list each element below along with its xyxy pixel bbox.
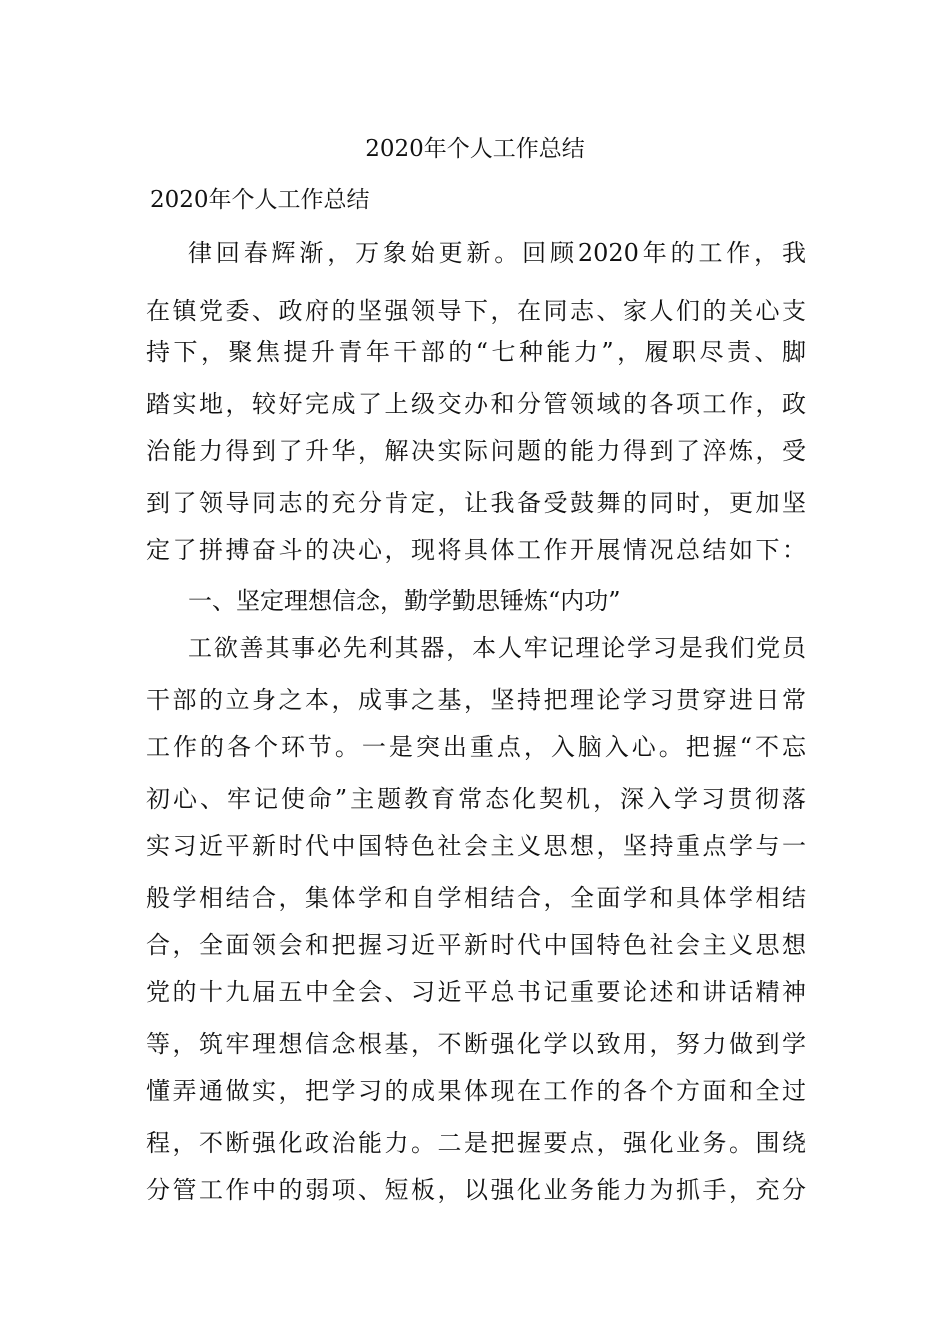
paragraph-line: 在镇党委、政府的坚强领导下，在同志、家人们的关心支 — [146, 297, 806, 325]
document-subtitle: 2020年个人工作总结 — [150, 187, 370, 213]
paragraph-line: 般学相结合，集体学和自学相结合，全面学和具体学相结 — [146, 884, 806, 912]
section-heading: 一、坚定理想信念，勤学勤思锤炼“内功” — [188, 587, 621, 615]
paragraph-line: 治能力得到了升华，解决实际问题的能力得到了淬炼，受 — [146, 437, 806, 465]
paragraph-line: 到了领导同志的充分肯定，让我备受鼓舞的同时，更加坚 — [146, 489, 806, 517]
paragraph-line: 合，全面领会和把握习近平新时代中国特色社会主义思想 — [146, 931, 806, 959]
paragraph-line: 律回春辉渐，万象始更新。回顾2020年的工作，我 — [188, 239, 806, 267]
paragraph-line: 工作的各个环节。一是突出重点，入脑入心。把握“不忘 — [146, 733, 806, 761]
paragraph-line: 踏实地，较好完成了上级交办和分管领域的各项工作，政 — [146, 390, 806, 418]
paragraph-line: 懂弄通做实，把学习的成果体现在工作的各个方面和全过 — [146, 1077, 806, 1105]
paragraph-line: 干部的立身之本，成事之基，坚持把理论学习贯穿进日常 — [146, 686, 806, 714]
paragraph-line: 党的十九届五中全会、习近平总书记重要论述和讲话精神 — [146, 978, 806, 1006]
paragraph-line: 工欲善其事必先利其器，本人牢记理论学习是我们党员 — [188, 634, 806, 662]
paragraph-line: 定了拼搏奋斗的决心，现将具体工作开展情况总结如下： — [146, 536, 806, 564]
paragraph-line: 持下，聚焦提升青年干部的“七种能力”，履职尽责、脚 — [146, 338, 806, 366]
paragraph-line: 初心、牢记使命”主题教育常态化契机，深入学习贯彻落 — [146, 785, 806, 813]
paragraph-line: 等，筑牢理想信念根基，不断强化学以致用，努力做到学 — [146, 1030, 806, 1058]
paragraph-line: 分管工作中的弱项、短板，以强化业务能力为抓手，充分 — [146, 1176, 806, 1204]
paragraph-line: 实习近平新时代中国特色社会主义思想，坚持重点学与一 — [146, 832, 806, 860]
document-title: 2020年个人工作总结 — [365, 136, 585, 162]
paragraph-line: 程，不断强化政治能力。二是把握要点，强化业务。围绕 — [146, 1129, 806, 1157]
